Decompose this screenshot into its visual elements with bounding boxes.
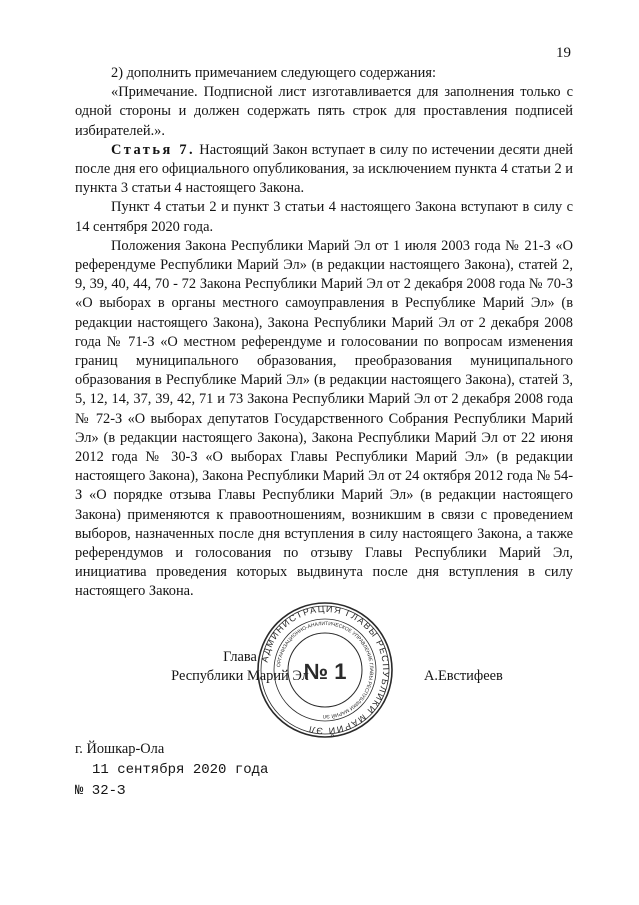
seal-number: № 1: [303, 659, 347, 684]
article-text: Настоящий Закон вступает в силу по истечении десяти дней после дня его официального опубликования, за исключением пункта 4 статьи 2 и пункта 3 статьи 4 настоящего Закона.: [75, 141, 574, 197]
signing-date: 11 сентября 2020 года: [92, 762, 269, 778]
document-body: [75, 64, 573, 602]
paragraph-amendment: 2) дополнить примечанием следующего содержания:: [111, 65, 436, 81]
seal-inner-text: ОРГАНИЗАЦИОННО-АНАЛИТИЧЕСКОЕ УПРАВЛЕНИЕ ГЛАВЫ РЕСПУБЛИКИ МАРИЙ ЭЛ: [276, 620, 375, 720]
paragraph-effective-date: Пункт 4 статьи 2 и пункт 3 статьи 4 настоящего Закона вступают в силу с 14 сентября 2020 года.: [75, 199, 573, 235]
official-seal: [255, 600, 395, 740]
signature-title-line1: Глава: [223, 649, 257, 665]
signature-title-line2: Республики Марий Эл: [171, 668, 309, 684]
signatory-name: А.Евстифеев: [424, 668, 503, 684]
seal-outer-text: АДМИНИСТРАЦИЯ ГЛАВЫ РЕСПУБЛИКИ МАРИЙ ЭЛ: [259, 603, 392, 737]
law-number: № 32-З: [75, 783, 126, 799]
paragraph-note: «Примечание. Подписной лист изготавливается для заполнения только с одной стороны и должен содержать пять строк для проставления подписей избирателей.».: [75, 84, 573, 139]
page-number: 19: [556, 45, 571, 61]
paragraph-provisions: Положения Закона Республики Марий Эл от 1 июля 2003 года № 21-З «О референдуме Республики Марий Эл» (в редакции настоящего Закона), статей 2, 9, 39, 40, 44, 70 - 72 Закона Республики Марий Эл от 2 декабря 2008 года № 70-З «О выборах в органы местного самоуправления в Республике Марий Эл» (в редакции настоящего Закона), Закона Республики Марий Эл от 2 декабря 2008 года № 71-З «О местном референдуме и голосовании по вопросам изменения границ муниципального образования, преобразования муниципального образования в Республике Марий Эл» (в редакции настоящего Закона), статей 3, 5, 12, 14, 37, 39, 42, 71 и 73 Закона Республики Марий Эл от 2 декабря 2008 года № 72-З «О выборах депутатов Государственного Собрания Республики Марий Эл» (в редакции настоящего Закона), Закона Республики Марий Эл от 22 июня 2012 года № 30-З «О выборах Главы Республики Марий Эл» (в редакции настоящего Закона), Закона Республики Марий Эл от 24 октября 2012 года № 54-З «О порядке отзыва Главы Республики Марий Эл» (в редакции настоящего Закона) применяются к правоотношениям, возникшим в связи с проведением выборов, назначенных после дня вступления в силу настоящего Закона, а также референдумов и голосования по отзыву Главы Республики Марий Эл, инициатива проведения которых выдвинута после дня вступления в силу настоящего Закона.: [75, 237, 573, 600]
article-heading: Статья 7.: [111, 141, 196, 158]
paragraph-article-7: [75, 141, 573, 199]
place-of-signing: г. Йошкар-Ола: [75, 741, 165, 757]
